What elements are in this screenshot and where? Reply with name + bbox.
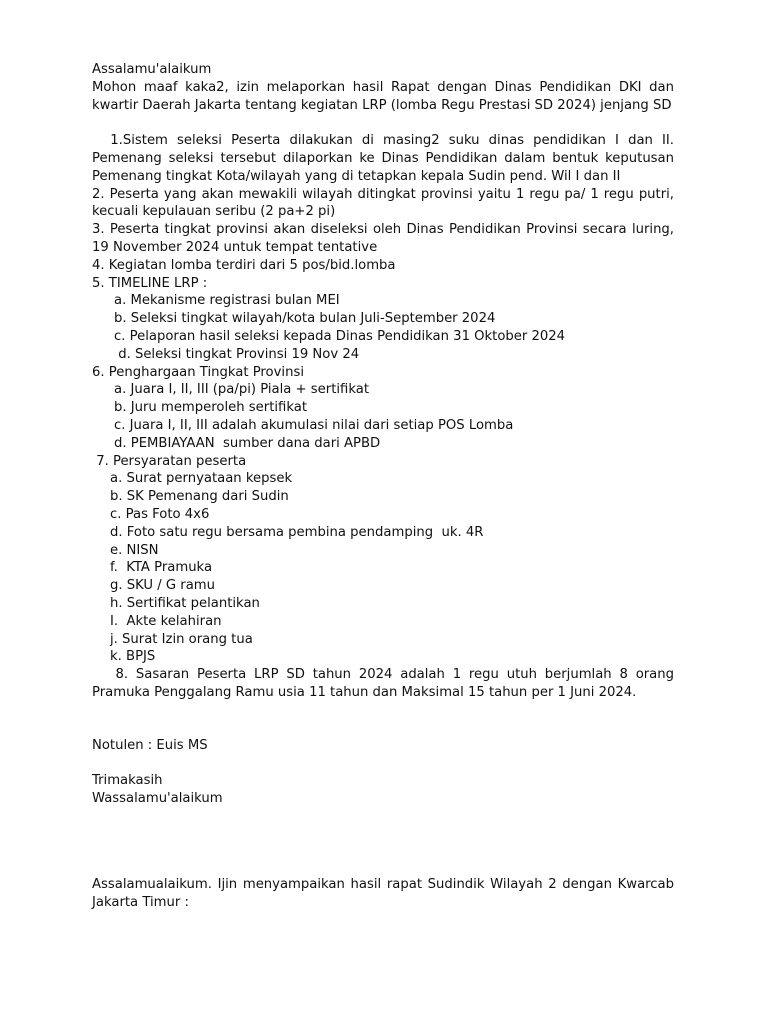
requirement-item: j. Surat Izin orang tua [110, 631, 253, 647]
requirement-item: h. Sertifikat pelantikan [110, 595, 260, 611]
requirement-item: I. Akte kelahiran [110, 613, 222, 629]
greeting: Assalamu'alaikum [92, 62, 212, 77]
closing: Wassalamu'alaikum [92, 791, 223, 807]
requirement-item: d. Foto satu regu bersama pembina pendamping uk. 4R [110, 524, 484, 540]
requirement-item: e. NISN [110, 542, 159, 558]
award-item: d. PEMBIAYAAN sumber dana dari APBD [114, 435, 381, 451]
award-item: a. Juara I, II, III (pa/pi) Piala + sertifikat [114, 382, 369, 398]
spacer [92, 114, 674, 132]
point-4: 4. Kegiatan lomba terdiri dari 5 pos/bid.lomba [92, 257, 396, 273]
requirement-item: g. SKU / G ramu [110, 578, 216, 594]
spacer [92, 808, 674, 876]
notulen: Notulen : Euis MS [92, 737, 208, 753]
second-message-intro: Assalamualaikum. Ijin menyampaikan hasil rapat Sudindik Wilayah 2 dengan Kwarcab Jakarta Timur : [92, 876, 674, 910]
point-2: 2. Peserta yang akan mewakili wilayah ditingkat provinsi yaitu 1 regu pa/ 1 regu putri, kecuali kepulauan seribu (2 pa+2 pi) [92, 186, 674, 220]
requirement-item: k. BPJS [110, 649, 156, 665]
award-item: c. Juara I, II, III adalah akumulasi nilai dari setiap POS Lomba [114, 417, 514, 433]
requirement-item: c. Pas Foto 4x6 [110, 506, 210, 522]
document-page [92, 61, 679, 911]
intro-paragraph: Mohon maaf kaka2, izin melaporkan hasil Rapat dengan Dinas Pendidikan DKI dan kwartir Daerah Jakarta tentang kegiatan LRP (lomba Regu Prestasi SD 2024) jenjang SD [92, 79, 674, 113]
point-7-title: 7. Persyaratan peserta [92, 453, 247, 469]
thanks: Trimakasih [92, 773, 163, 789]
requirement-item: f. KTA Pramuka [110, 560, 213, 576]
timeline-item: c. Pelaporan hasil seleksi kepada Dinas Pendidikan 31 Oktober 2024 [114, 328, 566, 344]
award-item: b. Juru memperoleh sertifikat [114, 400, 307, 416]
point-1: 1.Sistem seleksi Peserta dilakukan di masing2 suku dinas pendidikan I dan II. Pemenang seleksi tersebut dilaporkan ke Dinas Pendidikan dalam bentuk keputusan Pemenang tingkat Kota/wilayah yang di tetapkan kepala Sudin pend. Wil I dan II [92, 133, 679, 184]
timeline-item: b. Seleksi tingkat wilayah/kota bulan Juli-September 2024 [114, 311, 496, 327]
timeline-item: d. Seleksi tingkat Provinsi 19 Nov 24 [114, 346, 360, 362]
requirement-item: b. SK Pemenang dari Sudin [110, 489, 289, 505]
requirement-item: a. Surat pernyataan kepsek [110, 471, 293, 487]
point-3: 3. Peserta tingkat provinsi akan diseleksi oleh Dinas Pendidikan Provinsi secara luring, 19 November 2024 untuk tempat tentative [92, 222, 674, 255]
spacer [92, 754, 674, 772]
spacer [92, 702, 674, 737]
point-8: 8. Sasaran Peserta LRP SD tahun 2024 adalah 1 regu utuh berjumlah 8 orang Pramuka Penggalang Ramu usia 11 tahun dan Maksimal 15 tahun per 1 Juni 2024. [92, 667, 679, 700]
point-6-title: 6. Penghargaan Tingkat Provinsi [92, 364, 304, 380]
point-5-title: 5. TIMELINE LRP : [92, 275, 208, 291]
timeline-item: a. Mekanisme registrasi bulan MEI [114, 293, 340, 309]
